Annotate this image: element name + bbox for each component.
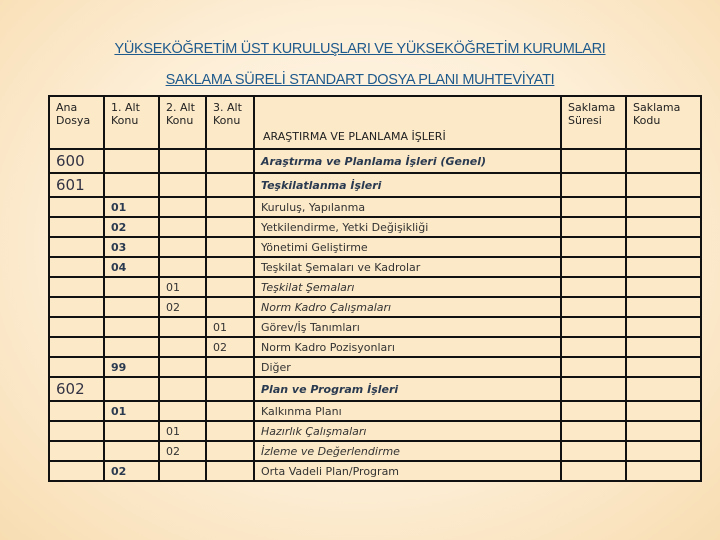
alt2-cell: 02 <box>159 441 206 461</box>
section-title: ARAŞTIRMA VE PLANLAMA İŞLERİ <box>254 96 561 149</box>
alt3-cell <box>206 377 254 401</box>
alt1-cell: 01 <box>104 197 159 217</box>
alt2-cell <box>159 217 206 237</box>
alt1-cell: 03 <box>104 237 159 257</box>
alt2-cell <box>159 173 206 197</box>
saklama-kodu-cell <box>626 173 701 197</box>
description-cell: Norm Kadro Pozisyonları <box>254 337 561 357</box>
saklama-suresi-cell <box>561 317 626 337</box>
alt1-cell <box>104 173 159 197</box>
alt2-cell <box>159 337 206 357</box>
saklama-kodu-cell <box>626 277 701 297</box>
alt1-cell: 99 <box>104 357 159 377</box>
header-alt1: 1. Alt Konu <box>104 96 159 149</box>
description-cell: Plan ve Program İşleri <box>254 377 561 401</box>
description-cell: Araştırma ve Planlama İşleri (Genel) <box>254 149 561 173</box>
document-title: YÜKSEKÖĞRETİM ÜST KURULUŞLARI VE YÜKSEKÖĞRETİM KURUMLARI <box>114 41 606 57</box>
saklama-kodu-cell <box>626 377 701 401</box>
saklama-kodu-cell <box>626 197 701 217</box>
alt2-cell <box>159 377 206 401</box>
ana-dosya-cell <box>49 217 104 237</box>
saklama-kodu-cell <box>626 257 701 277</box>
description-cell: Yetkilendirme, Yetki Değişikliği <box>254 217 561 237</box>
description-cell: Hazırlık Çalışmaları <box>254 421 561 441</box>
header-ana-dosya: Ana Dosya <box>49 96 104 149</box>
alt2-cell <box>159 237 206 257</box>
ana-dosya-cell <box>49 257 104 277</box>
saklama-suresi-cell <box>561 461 626 481</box>
ana-dosya-cell <box>49 421 104 441</box>
table-row <box>49 149 701 173</box>
document-subtitle: SAKLAMA SÜRELİ STANDART DOSYA PLANI MUHTEVİYATI <box>165 72 555 88</box>
saklama-suresi-cell <box>561 401 626 421</box>
ana-dosya-cell <box>49 401 104 421</box>
alt3-cell <box>206 217 254 237</box>
alt3-cell: 01 <box>206 317 254 337</box>
alt1-cell <box>104 441 159 461</box>
saklama-suresi-cell <box>561 217 626 237</box>
alt2-cell: 01 <box>159 421 206 441</box>
table-row <box>49 357 701 377</box>
alt1-cell <box>104 337 159 357</box>
alt2-cell <box>159 197 206 217</box>
alt2-cell <box>159 149 206 173</box>
alt3-cell <box>206 277 254 297</box>
alt3-cell <box>206 237 254 257</box>
description-cell: Teşkilat Şemaları ve Kadrolar <box>254 257 561 277</box>
saklama-suresi-cell <box>561 297 626 317</box>
file-plan-table <box>48 95 702 482</box>
saklama-suresi-cell <box>561 337 626 357</box>
saklama-suresi-cell <box>561 197 626 217</box>
saklama-kodu-cell <box>626 237 701 257</box>
description-cell: Norm Kadro Çalışmaları <box>254 297 561 317</box>
alt1-cell: 02 <box>104 461 159 481</box>
alt2-cell: 02 <box>159 297 206 317</box>
table-row <box>49 317 701 337</box>
ana-dosya-cell <box>49 461 104 481</box>
alt2-cell <box>159 401 206 421</box>
description-cell: Kuruluş, Yapılanma <box>254 197 561 217</box>
alt3-cell <box>206 421 254 441</box>
table-row <box>49 297 701 317</box>
ana-dosya-cell <box>49 441 104 461</box>
table-header-row <box>49 96 701 149</box>
description-cell: Diğer <box>254 357 561 377</box>
alt3-cell <box>206 257 254 277</box>
saklama-kodu-cell <box>626 357 701 377</box>
table-row <box>49 217 701 237</box>
table-row <box>49 197 701 217</box>
alt3-cell <box>206 357 254 377</box>
description-cell: Kalkınma Planı <box>254 401 561 421</box>
ana-dosya-cell <box>49 277 104 297</box>
header-alt3: 3. Alt Konu <box>206 96 254 149</box>
saklama-suresi-cell <box>561 149 626 173</box>
alt3-cell <box>206 197 254 217</box>
table-row <box>49 441 701 461</box>
alt1-cell <box>104 377 159 401</box>
description-cell: Yönetimi Geliştirme <box>254 237 561 257</box>
saklama-kodu-cell <box>626 297 701 317</box>
table-row <box>49 337 701 357</box>
alt2-cell <box>159 257 206 277</box>
alt2-cell: 01 <box>159 277 206 297</box>
alt1-cell <box>104 317 159 337</box>
description-cell: Teşkilatlanma İşleri <box>254 173 561 197</box>
ana-dosya-cell: 602 <box>49 377 104 401</box>
alt2-cell <box>159 317 206 337</box>
header-saklama-kodu: Saklama Kodu <box>626 96 701 149</box>
description-cell: İzleme ve Değerlendirme <box>254 441 561 461</box>
table-row <box>49 257 701 277</box>
saklama-suresi-cell <box>561 357 626 377</box>
description-cell: Orta Vadeli Plan/Program <box>254 461 561 481</box>
saklama-suresi-cell <box>561 377 626 401</box>
ana-dosya-cell <box>49 337 104 357</box>
header-alt2: 2. Alt Konu <box>159 96 206 149</box>
table-row <box>49 421 701 441</box>
table-row <box>49 377 701 401</box>
saklama-kodu-cell <box>626 337 701 357</box>
table-row <box>49 173 701 197</box>
alt1-cell <box>104 421 159 441</box>
description-cell: Teşkilat Şemaları <box>254 277 561 297</box>
saklama-suresi-cell <box>561 173 626 197</box>
saklama-suresi-cell <box>561 237 626 257</box>
table-row <box>49 401 701 421</box>
alt3-cell <box>206 173 254 197</box>
alt1-cell: 04 <box>104 257 159 277</box>
ana-dosya-cell: 600 <box>49 149 104 173</box>
ana-dosya-cell <box>49 197 104 217</box>
ana-dosya-cell: 601 <box>49 173 104 197</box>
alt3-cell: 02 <box>206 337 254 357</box>
header-saklama-suresi: Saklama Süresi <box>561 96 626 149</box>
alt3-cell <box>206 297 254 317</box>
ana-dosya-cell <box>49 237 104 257</box>
saklama-kodu-cell <box>626 149 701 173</box>
ana-dosya-cell <box>49 357 104 377</box>
saklama-kodu-cell <box>626 317 701 337</box>
alt1-cell <box>104 149 159 173</box>
ana-dosya-cell <box>49 317 104 337</box>
saklama-kodu-cell <box>626 461 701 481</box>
saklama-suresi-cell <box>561 257 626 277</box>
alt3-cell <box>206 149 254 173</box>
alt3-cell <box>206 461 254 481</box>
alt1-cell: 01 <box>104 401 159 421</box>
table-row <box>49 461 701 481</box>
saklama-suresi-cell <box>561 421 626 441</box>
table-row <box>49 237 701 257</box>
saklama-kodu-cell <box>626 421 701 441</box>
saklama-suresi-cell <box>561 277 626 297</box>
saklama-kodu-cell <box>626 401 701 421</box>
table-row <box>49 277 701 297</box>
alt2-cell <box>159 461 206 481</box>
ana-dosya-cell <box>49 297 104 317</box>
saklama-kodu-cell <box>626 217 701 237</box>
saklama-suresi-cell <box>561 441 626 461</box>
alt1-cell <box>104 297 159 317</box>
alt3-cell <box>206 441 254 461</box>
alt1-cell: 02 <box>104 217 159 237</box>
description-cell: Görev/İş Tanımları <box>254 317 561 337</box>
alt2-cell <box>159 357 206 377</box>
alt1-cell <box>104 277 159 297</box>
alt3-cell <box>206 401 254 421</box>
saklama-kodu-cell <box>626 441 701 461</box>
